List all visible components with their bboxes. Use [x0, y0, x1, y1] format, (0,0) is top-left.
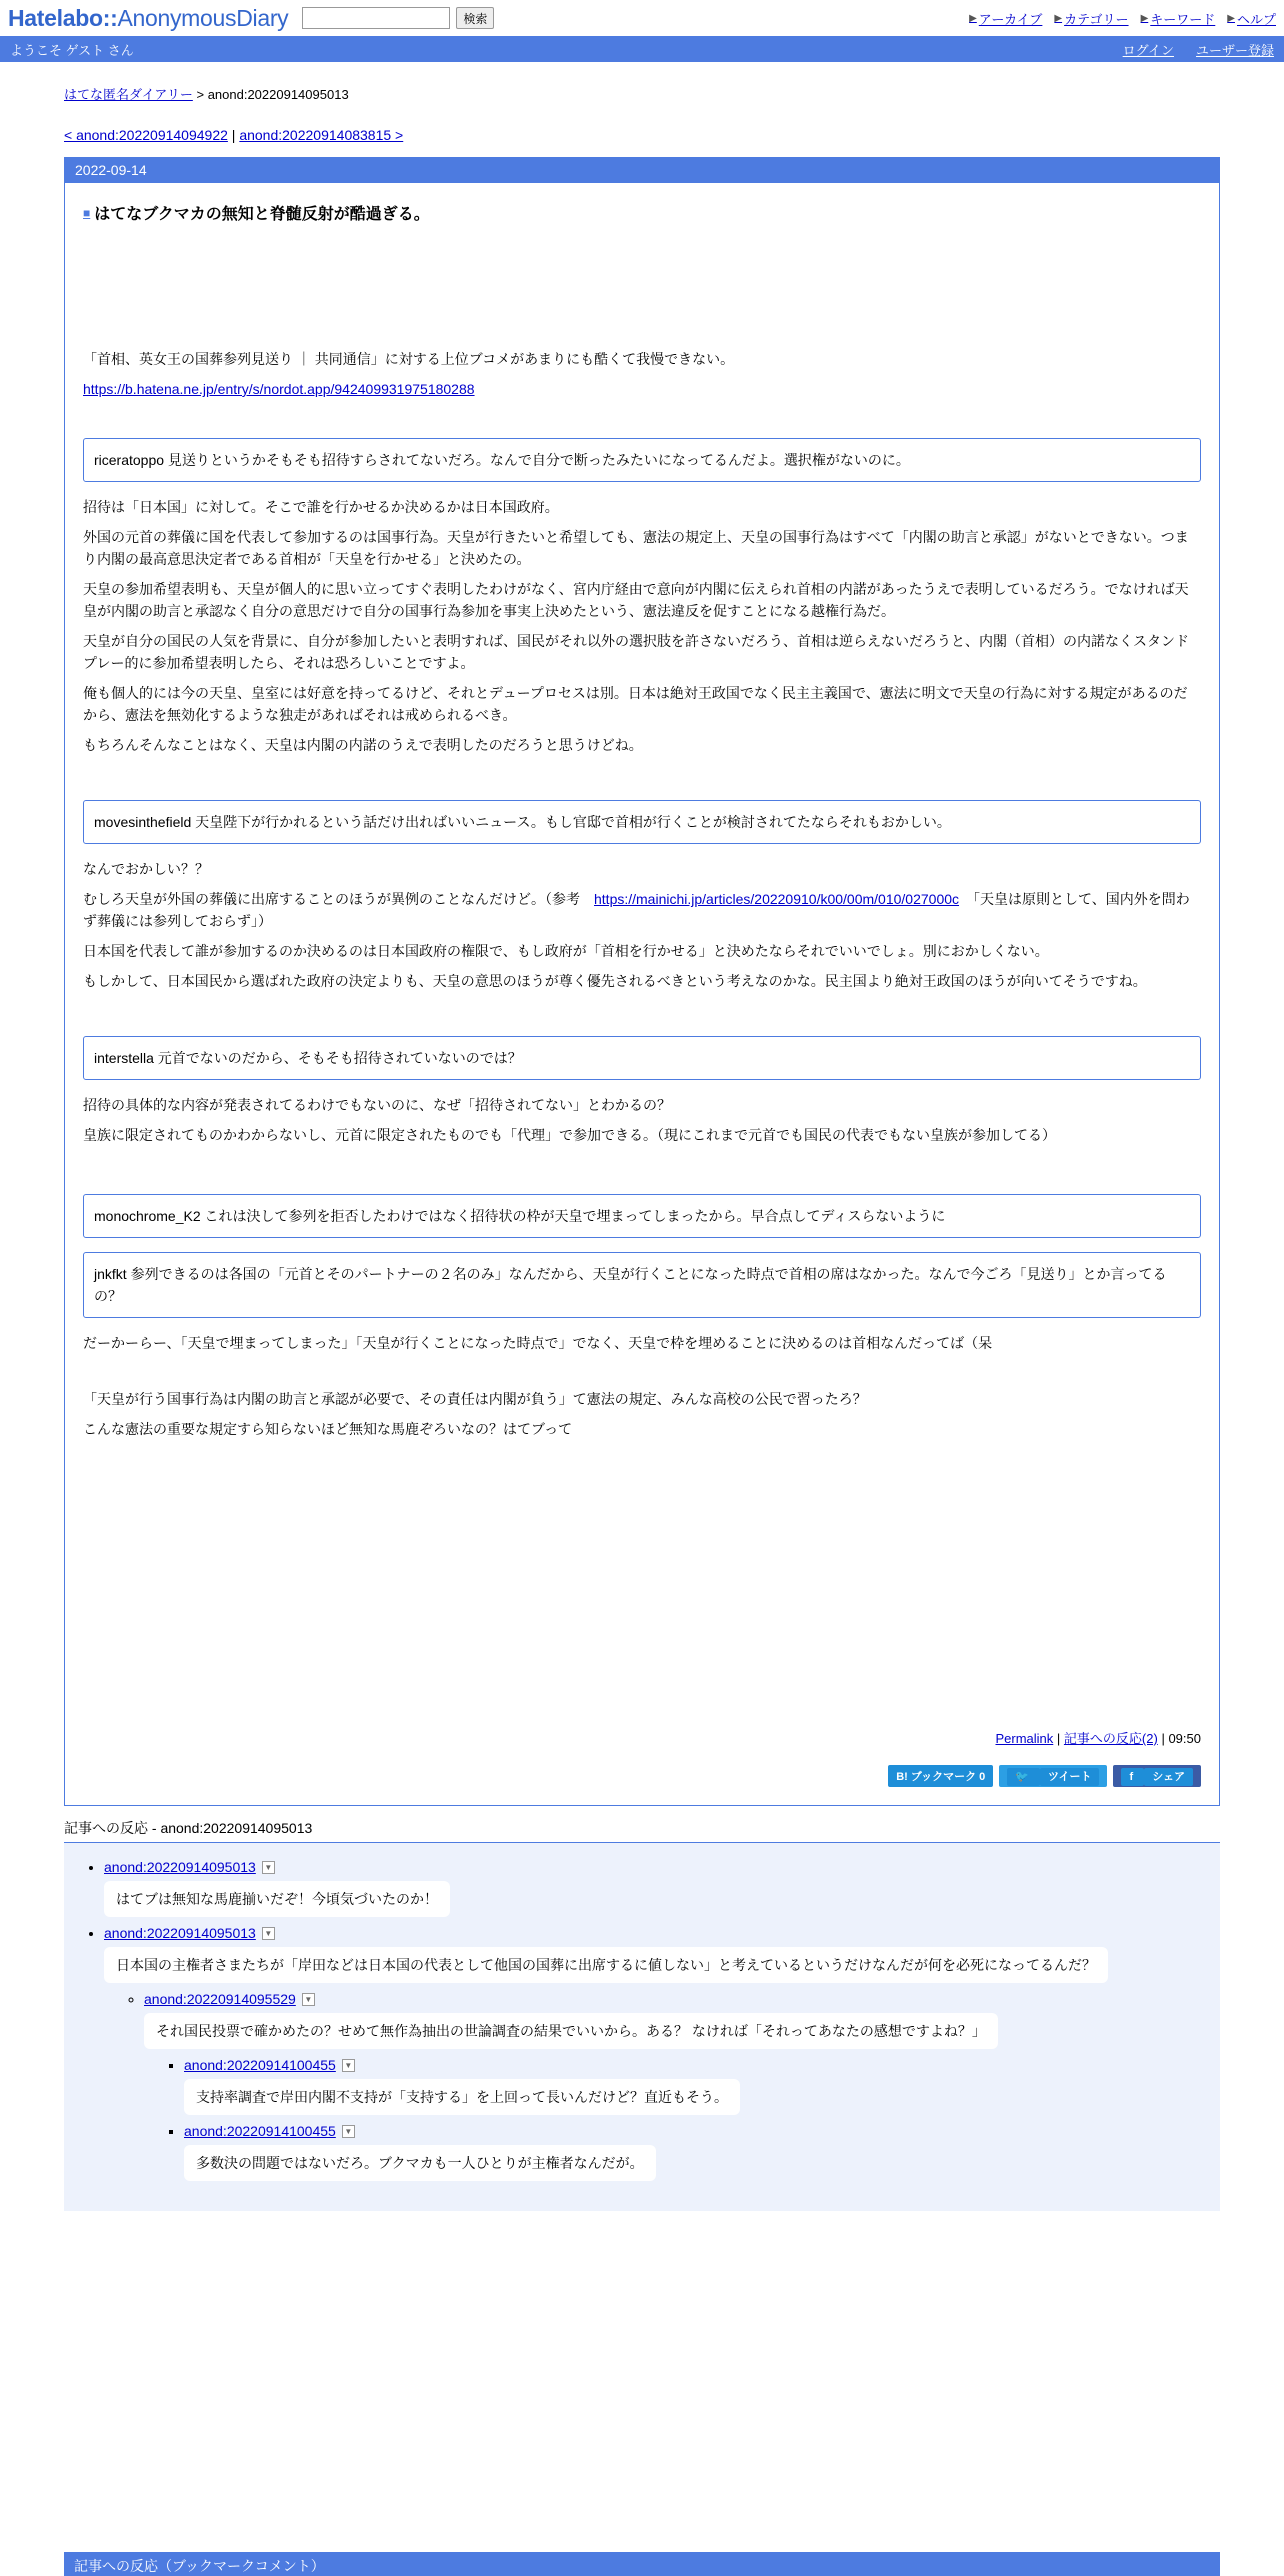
reaction-link[interactable]: ▪ anond:20220914100455 [184, 2123, 336, 2139]
blockquote-riceratoppo: riceratoppo 見送りというかそもそも招待すらされてないだろ。なんで自分で断ったみたいになってるんだよ。選択権がないのに。 [83, 438, 1201, 482]
facebook-share-button[interactable] [1113, 1765, 1201, 1787]
site-logo[interactable] [8, 5, 288, 32]
entry-intro: 「首相、英女王の国葬参列見送り ｜ 共同通信」に対する上位ブコメがあまりにも酷くて我慢できない。 [83, 351, 735, 367]
square-bullet-icon[interactable]: ■ [83, 205, 91, 220]
chevron-down-icon[interactable]: ▼ [262, 1861, 275, 1874]
entry-body [65, 183, 1219, 1805]
breadcrumb-current: anond:20220914095013 [207, 87, 349, 102]
reaction-item [104, 1925, 1220, 2181]
nav-archive[interactable] [969, 9, 1042, 28]
blockquote-monochrome-k2: monochrome_K2 これは決して参列を拒否したわけではなく招待状の枠が天皇で埋まってしまったから。早合点してディスらないように [83, 1194, 1201, 1238]
blockquote-movesinthefield: movesinthefield 天皇陛下が行かれるという話だけ出ればいいニュース。もし官邸で首相が行くことが検討されてたならそれもおかしい。 [83, 800, 1201, 844]
reaction-text: 日本国の主権者さまたちが「岸田などは日本国の代表として他国の国葬に出席するに値しない」と考えているというだけなんだが何を必死になってるんだ？ [104, 1947, 1108, 1983]
search-input[interactable] [302, 7, 450, 29]
paragraph: 天皇が自分の国民の人気を背景に、自分が参加したいと表明すれば、国民がそれ以外の選択肢を許さないだろう、首相は逆らえないだろうと、内閣（首相）の内諾なくスタンドプレー的に参加希望表明したら、それは恐ろしいことですよ。 [83, 633, 1189, 671]
search-button[interactable]: 検索 [456, 7, 494, 29]
blockquote-interstella: interstella 元首でないのだから、そもそも招待されていないのでは？ [83, 1036, 1201, 1080]
reaction-text: 支持率調査で岸田内閣不支持が「支持する」を上回って長いんだけど？直近もそう。 [184, 2079, 740, 2115]
paragraph: なんでおかしい？？ [83, 861, 209, 877]
paragraph: 天皇の参加希望表明も、天皇が個人的に思い立ってすぐ表明したわけがなく、宮内庁経由で意向が内閣に伝えられ首相の内諾があったうえで表明しているだろう。でなければ天皇が内閣の助言と承認なく自分の意思だけで自分の国事行為参加を事実上決めたという、憲法違反を促すことになる越権行為だ。 [83, 581, 1189, 619]
paragraph-text: むしろ天皇が外国の葬儀に出席することのほうが異例のことなんだけど。（参考 [83, 891, 594, 907]
pager-separator: | [231, 127, 236, 143]
paragraph: もしかして、日本国民から選ばれた政府の決定よりも、天皇の意思のほうが尊く優先されるべきという考えなのかな。民主国より絶対王政国のほうが向いてそうですね。 [83, 973, 1147, 989]
register-link[interactable]: ユーザー登録 [1195, 42, 1274, 58]
chevron-down-icon[interactable]: ▼ [262, 1927, 275, 1940]
reaction-text: 多数決の問題ではないだろ。ブクマカも一人ひとりが主権者なんだが。 [184, 2145, 656, 2181]
bookmark-comments-heading: 記事への反応（ブックマークコメント） [64, 2552, 1220, 2576]
reaction-link[interactable]: ▪ anond:20220914100455 [184, 2057, 336, 2073]
reaction-item [184, 2057, 1220, 2115]
paragraph-text: 「天皇は原則として、国内外を問わず葬儀には参列しておらず」） [83, 891, 1190, 929]
paragraph: 外国の元首の葬儀に国を代表して参加するのは国事行為。天皇が行きたいと希望しても、憲法の規定上、天皇の国事行為はすべて「内閣の助言と承認」がないとできない。つまり内閣の最高意思決定者である首相が「天皇を行かせる」と決めたの。 [83, 529, 1189, 567]
entry-footer [83, 1728, 1201, 1747]
nav-archive-label: アーカイブ [978, 11, 1043, 27]
entry-day [64, 157, 1220, 1806]
chevron-right-icon: ▶ [1227, 12, 1235, 24]
footer-separator: | [1056, 1731, 1061, 1746]
paragraph: 招待は「日本国」に対して。そこで誰を行かせるか決めるかは日本国政府。 [83, 499, 559, 515]
mainichi-link[interactable]: https://mainichi.jp/articles/20220910/k00/00m/010/027000c [594, 891, 960, 907]
nav-help[interactable] [1227, 9, 1276, 28]
reaction-text: はてブは無知な馬鹿揃いだぞ！今頃気づいたのか！ [104, 1881, 450, 1917]
logo-text-anonymousdiary: AnonymousDiary [117, 4, 289, 31]
header-nav [969, 9, 1276, 28]
bookmark-entry-link[interactable]: https://b.hatena.ne.jp/entry/s/nordot.app/942409931975180288 [83, 381, 475, 397]
entry-pager [64, 127, 1220, 143]
breadcrumb [64, 84, 1220, 103]
breadcrumb-home-link[interactable]: はてな匿名ダイアリー [64, 87, 193, 102]
reaction-item [104, 1859, 1220, 1917]
reaction-item [184, 2123, 1220, 2181]
paragraph: こんな憲法の重要な規定すら知らないほど無知な馬鹿ぞろいなの？はてブって [83, 1421, 573, 1437]
paragraph: 皇族に限定されてものかわからないし、元首に限定されたものでも「代理」で参加できる。（現にこれまで元首でも国民の代表でもない皇族が参加してる） [83, 1127, 1056, 1143]
reaction-text: それ国民投票で確かめたの？せめて無作為抽出の世論調査の結果でいいから。ある？ なければ「それってあなたの感想ですよね？」 [144, 2013, 998, 2049]
nav-help-label: ヘルプ [1236, 11, 1276, 27]
reaction-item [144, 1991, 1220, 2181]
paragraph: 日本国を代表して誰が参加するのか決めるのは日本国政府の権限で、もし政府が「首相を行かせる」と決めたならそれでいいでしょ。別におかしくない。 [83, 943, 1049, 959]
welcome-text: ようこそ ゲスト さん [10, 42, 134, 58]
paragraph: 俺も個人的には今の天皇、皇室には好意を持ってるけど、それとデュープロセスは別。日本は絶対王政国でなく民主主義国で、憲法に明文で天皇の行為に対する規定があるのだから、憲法を無効化するような独走があればそれは戒められるべき。 [83, 685, 1188, 723]
nav-category-label: カテゴリー [1064, 11, 1129, 27]
twitter-bird-icon: 🐦 [1007, 1768, 1040, 1786]
entry-title [83, 201, 1201, 224]
facebook-label: シェア [1144, 1768, 1193, 1786]
entry-date: 2022-09-14 [65, 158, 1219, 183]
reactions-heading: 記事への反応 - anond:20220914095013 [64, 1816, 1220, 1843]
footer-separator: | [1161, 1731, 1165, 1746]
blockquote-jnkfkt: jnkfkt 参列できるのは各国の「元首とそのパートナーの２名のみ」なんだから、天皇が行くことになった時点で首相の席はなかった。なんで今ごろ「見送り」とか言ってるの？ [83, 1252, 1201, 1318]
hatena-bookmark-button[interactable]: B! ブックマーク 0 [888, 1765, 993, 1787]
chevron-right-icon: ▶ [1140, 12, 1149, 24]
prev-entry-link[interactable]: < anond:20220914094922 [64, 127, 228, 143]
share-buttons [83, 1765, 1201, 1787]
entry-title-text: はてなブクマカの無知と脊髄反射が酷過ぎる。 [94, 206, 430, 223]
tweet-button[interactable] [999, 1765, 1107, 1787]
site-header [0, 0, 1284, 36]
tweet-label: ツイート [1040, 1768, 1099, 1786]
reaction-link[interactable]: • anond:20220914095013 [104, 1859, 256, 1875]
chevron-down-icon[interactable]: ▼ [342, 2059, 355, 2072]
chevron-right-icon: ▶ [969, 12, 977, 24]
paragraph: 「天皇が行う国事行為は内閣の助言と承認が必要で、その責任は内閣が負う」て憲法の規定、みんな高校の公民で習ったろ？ [83, 1391, 867, 1407]
main-content [64, 84, 1220, 2211]
paragraph [83, 888, 1201, 932]
login-link[interactable]: ログイン [1122, 42, 1174, 58]
reaction-link[interactable]: ◦ anond:20220914095529 [144, 1991, 296, 2007]
entry-time: 09:50 [1168, 1731, 1201, 1746]
reactions-tree [64, 1843, 1220, 2211]
reaction-link[interactable]: • anond:20220914095013 [104, 1925, 256, 1941]
nav-keyword-label: キーワード [1150, 11, 1216, 27]
user-bar [0, 36, 1284, 62]
nav-keyword[interactable] [1141, 9, 1216, 28]
breadcrumb-separator: > [196, 87, 205, 102]
paragraph: だーかーらー、「天皇で埋まってしまった」「天皇が行くことになった時点で」でなく、天皇で枠を埋めることに決めるのは首相なんだってば（呆 [83, 1335, 993, 1351]
nav-category[interactable] [1054, 9, 1128, 28]
facebook-icon: f [1121, 1768, 1144, 1786]
chevron-right-icon: ▶ [1054, 12, 1063, 24]
permalink-link[interactable]: Permalink [995, 1731, 1054, 1746]
next-entry-link[interactable]: anond:20220914083815 > [239, 127, 404, 143]
logo-text-hatelabo: Hatelabo:: [8, 4, 118, 31]
search-form [302, 7, 494, 29]
paragraph: もちろんそんなことはなく、天皇は内閣の内諾のうえで表明したのだろうと思うけどね。 [83, 737, 643, 753]
chevron-down-icon[interactable]: ▼ [342, 2125, 355, 2138]
chevron-down-icon[interactable]: ▼ [302, 1993, 315, 2006]
reactions-count-link[interactable]: 記事への反応(2) [1063, 1731, 1158, 1746]
paragraph: 招待の具体的な内容が発表されてるわけでもないのに、なぜ「招待されてない」とわかるの？ [83, 1097, 671, 1113]
